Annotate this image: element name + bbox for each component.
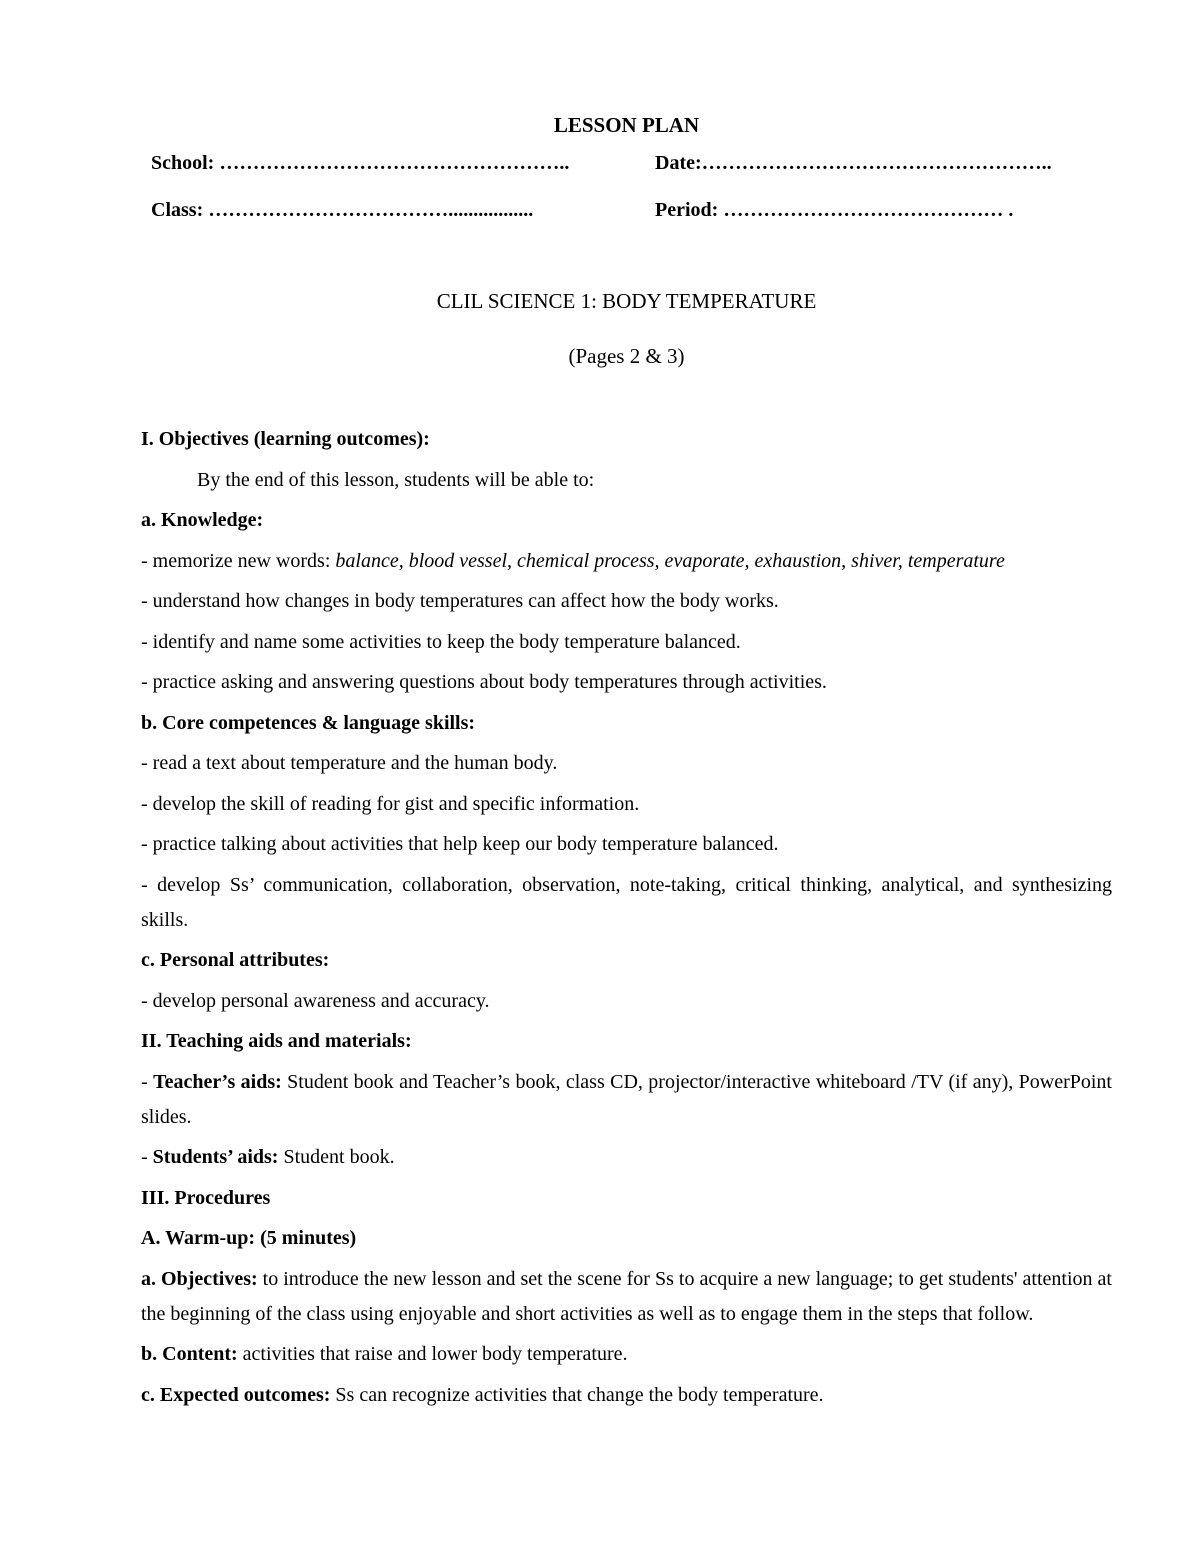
- school-dots: ……………………………………………..: [219, 152, 570, 174]
- date-dots: ……………………………………………..: [701, 152, 1052, 174]
- header-row-school-date: [141, 146, 1112, 180]
- warmup-content-label: b. Content:: [141, 1343, 238, 1365]
- knowledge-item: - understand how changes in body temperatures can affect how the body works.: [141, 590, 779, 612]
- lesson-plan-page: [141, 108, 1112, 1418]
- school-field: [141, 146, 655, 180]
- warmup-heading: A. Warm-up: (5 minutes): [141, 1227, 357, 1249]
- knowledge-heading: a. Knowledge:: [141, 509, 264, 531]
- school-label: School:: [151, 152, 215, 174]
- objectives-heading: I. Objectives (learning outcomes):: [141, 428, 430, 450]
- warmup-outcomes-label: c. Expected outcomes:: [141, 1383, 331, 1406]
- teacher-aids-item: [141, 1065, 1112, 1135]
- class-dots: ……………………………….................: [208, 199, 534, 221]
- competence-item: - develop Ss’ communication, collaboration, observation, note-taking, critical thinking, analytical, and synthesizing skills.: [141, 873, 1112, 931]
- competence-item: - practice talking about activities that help keep our body temperature balanced.: [141, 833, 779, 855]
- procedures-heading: III. Procedures: [141, 1186, 271, 1209]
- document-title: LESSON PLAN: [553, 113, 700, 137]
- attribute-item: - develop personal awareness and accuracy.: [141, 989, 490, 1012]
- date-field: [655, 146, 1052, 180]
- students-aids-item: [141, 1140, 1112, 1175]
- header-row-class-period: [141, 193, 1112, 227]
- warmup-objectives-label: a. Objectives:: [141, 1267, 258, 1290]
- period-field: [655, 193, 1013, 227]
- warmup-outcomes: [141, 1378, 1112, 1413]
- teacher-aids-dash: -: [141, 1070, 154, 1093]
- objectives-intro: By the end of this lesson, students will be able to:: [197, 468, 595, 491]
- teacher-aids-label: Teacher’s aids:: [153, 1070, 282, 1093]
- warmup-content-text: activities that raise and lower body temperature.: [237, 1343, 628, 1365]
- competence-item: - develop the skill of reading for gist and specific information.: [141, 792, 640, 815]
- knowledge-item: - identify and name some activities to keep the body temperature balanced.: [141, 630, 741, 653]
- knowledge-memorize-item: [141, 544, 1112, 579]
- attributes-heading: c. Personal attributes:: [141, 949, 330, 971]
- period-label: Period:: [655, 199, 719, 221]
- competence-item: - read a text about temperature and the human body.: [141, 752, 558, 774]
- memorize-words: balance, blood vessel, chemical process, evaporate, exhaustion, shiver, temperature: [335, 549, 1005, 572]
- warmup-outcomes-text: Ss can recognize activities that change the body temperature.: [330, 1383, 824, 1406]
- materials-heading: II. Teaching aids and materials:: [141, 1030, 412, 1052]
- class-field: [141, 193, 655, 227]
- students-aids-label: Students’ aids:: [152, 1146, 279, 1168]
- memorize-prefix: - memorize new words:: [141, 549, 336, 572]
- period-dots: …………………………………… .: [723, 199, 1014, 221]
- class-label: Class:: [151, 199, 204, 221]
- students-aids-dash: -: [141, 1146, 153, 1168]
- date-label: Date:: [655, 152, 702, 174]
- knowledge-item: - practice asking and answering questions about body temperatures through activities.: [141, 671, 827, 693]
- warmup-objectives: [141, 1262, 1112, 1332]
- teacher-aids-text: Student book and Teacher’s book, class CD, projector/interactive whiteboard /TV (if any), PowerPoint slides.: [141, 1070, 1112, 1128]
- warmup-objectives-text: to introduce the new lesson and set the scene for Ss to acquire a new language; to get students' attention at the beginning of the class using enjoyable and short activities as well as to engage them in the steps that follow.: [141, 1267, 1112, 1325]
- warmup-content: [141, 1337, 1112, 1372]
- competences-heading: b. Core competences & language skills:: [141, 711, 476, 734]
- lesson-pages: (Pages 2 & 3): [568, 344, 685, 368]
- students-aids-text: Student book.: [278, 1146, 395, 1168]
- lesson-subject: CLIL SCIENCE 1: BODY TEMPERATURE: [436, 289, 817, 313]
